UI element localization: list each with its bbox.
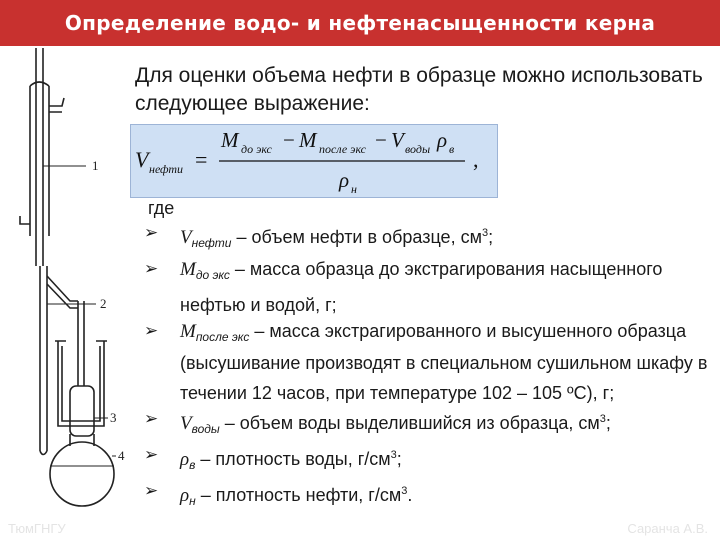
definition-text: – масса образца до экстрагирования насыщенного нефтью и водой, г; bbox=[180, 259, 663, 315]
bullet-arrow-icon: ➢ bbox=[144, 445, 159, 465]
formula-lhs-sub: нефти bbox=[149, 162, 184, 176]
formula-box bbox=[130, 124, 498, 198]
definition-text: – плотность воды, г/см bbox=[195, 449, 391, 469]
page-title: Определение водо- и нефтенасыщенности керна bbox=[64, 11, 656, 35]
formula-minus-1: − bbox=[283, 128, 295, 152]
definition-superscript: 3 bbox=[390, 449, 397, 461]
diagram-label-3: 3 bbox=[110, 410, 117, 425]
definition-subscript: н bbox=[189, 494, 196, 508]
formula-m1-sub: до экс bbox=[241, 142, 272, 156]
definition-superscript: 3 bbox=[599, 413, 606, 425]
definition-text: – объем воды выделившийся из образца, см bbox=[219, 413, 600, 433]
formula-lhs-symbol: V bbox=[135, 147, 149, 172]
formula-m2: M bbox=[299, 128, 317, 152]
definition-text: – плотность нефти, г/см bbox=[195, 485, 402, 505]
definition-symbol: V bbox=[180, 227, 192, 248]
definition-text-end: С), г; bbox=[573, 383, 615, 403]
definition-text-end: . bbox=[407, 485, 413, 505]
definition-text-end: ; bbox=[488, 227, 494, 247]
definition-superscript: 3 bbox=[401, 485, 408, 497]
formula-rho-o-sub: н bbox=[351, 182, 357, 196]
definition-symbol: ρ bbox=[180, 485, 190, 506]
definition-superscript: 3 bbox=[481, 227, 489, 239]
bullet-arrow-icon: ➢ bbox=[144, 223, 159, 243]
footer-author: Саранча А.В. bbox=[627, 521, 708, 536]
definition-symbol: V bbox=[180, 413, 192, 434]
where-label: где bbox=[148, 198, 175, 218]
definition-subscript: в bbox=[189, 458, 196, 472]
bullet-arrow-icon: ➢ bbox=[144, 481, 159, 501]
bullet-arrow-icon: ➢ bbox=[144, 321, 159, 341]
intro-text: Для оценки объема нефти в образце можно использовать следующее выражение: bbox=[135, 64, 703, 115]
formula-comma: , bbox=[473, 147, 479, 172]
definition-item bbox=[140, 256, 710, 318]
definition-subscript: до экс bbox=[195, 268, 230, 282]
formula-equals: = bbox=[195, 147, 208, 172]
definition-item bbox=[140, 318, 710, 406]
bullet-arrow-icon: ➢ bbox=[144, 259, 159, 279]
definition-text: – масса экстрагированного и высушенного образца (высушивание производят в специальном сушильном шкафу в течении 12 часов, при температуре 102 – 105 º bbox=[180, 321, 708, 403]
diagram-label-1: 1 bbox=[92, 158, 99, 173]
definition-text: – объем нефти в образце, см bbox=[231, 227, 482, 247]
definition-subscript: воды bbox=[191, 422, 220, 436]
definition-subscript: после экс bbox=[195, 330, 250, 344]
definition-item bbox=[140, 442, 710, 478]
definition-symbol: M bbox=[180, 259, 196, 280]
definition-symbol: ρ bbox=[180, 449, 190, 470]
definition-symbol: M bbox=[180, 321, 196, 342]
title-bar bbox=[0, 0, 720, 46]
formula-v-sub: воды bbox=[405, 142, 431, 156]
bullet-arrow-icon: ➢ bbox=[144, 409, 159, 429]
formula-minus-2: − bbox=[375, 128, 387, 152]
diagram-label-4: 4 bbox=[118, 448, 125, 463]
definition-item bbox=[140, 220, 710, 256]
formula-m1: M bbox=[221, 128, 239, 152]
formula-rho-o: ρ bbox=[339, 168, 350, 192]
formula-m2-sub: после экс bbox=[319, 142, 366, 156]
definition-text-end: ; bbox=[396, 449, 402, 469]
definition-item bbox=[140, 406, 710, 442]
formula-rho-w-sub: в bbox=[449, 142, 455, 156]
formula-v: V bbox=[391, 128, 404, 152]
footer-university: ТюмГНГУ bbox=[8, 521, 66, 536]
extraction-apparatus-diagram bbox=[0, 46, 140, 516]
definition-text-end: ; bbox=[605, 413, 611, 433]
definitions-list bbox=[140, 220, 710, 514]
formula-rho-w: ρ bbox=[437, 128, 448, 152]
oil-volume-formula bbox=[131, 125, 497, 197]
definition-subscript: нефти bbox=[191, 236, 232, 250]
diagram-label-2: 2 bbox=[100, 296, 107, 311]
definition-item bbox=[140, 478, 710, 514]
